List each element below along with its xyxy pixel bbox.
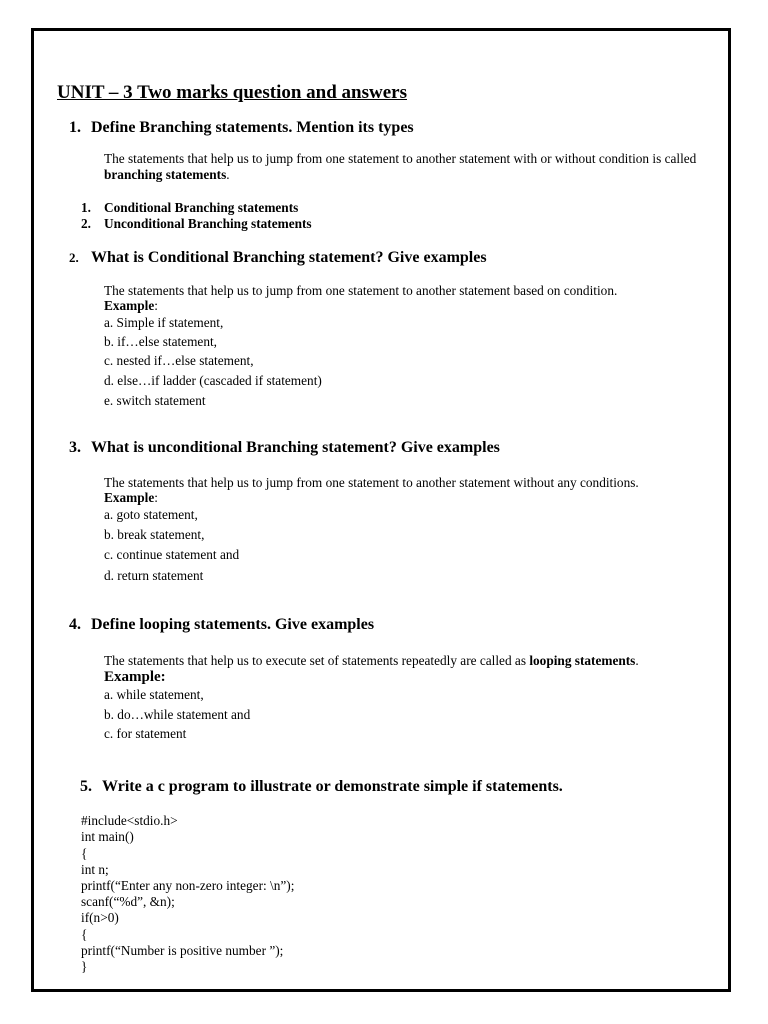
document-title: UNIT – 3 Two marks question and answers [57,82,407,103]
example-label-text: Example [104,298,155,313]
code-line: { [81,927,88,942]
list-number: 2. [81,216,91,231]
answer-bold-term: branching statements [104,167,227,182]
question-text: What is unconditional Branching statement? Give examples [91,439,500,456]
question-text: Define Branching statements. Mention its types [91,119,414,136]
question-4 [69,616,374,634]
example-item: b. break statement, [104,527,205,542]
question-1 [69,119,414,137]
code-line: } [81,959,88,974]
code-line: if(n>0) [81,910,119,925]
example-item: a. goto statement, [104,507,198,522]
answer-text: The statements that help us to execute set of statements repeatedly are called as [104,653,530,668]
code-line: { [81,846,88,861]
question-text: Define looping statements. Give examples [91,616,375,633]
code-line: int main() [81,829,134,844]
question-2 [69,249,487,267]
list-number: 1. [81,200,91,215]
answer-1 [104,151,729,183]
answer-text: The statements that help us to jump from one statement to another statement with or without condition is called [104,151,697,166]
code-line: printf(“Enter any non-zero integer: \n”); [81,878,295,893]
answer-text-end: . [226,167,230,182]
type-list-item-2 [81,216,312,232]
example-label-text: Example [104,490,155,505]
type-list-item-1 [81,200,298,216]
example-colon: : [154,490,158,505]
example-colon: : [154,298,158,313]
example-item: e. switch statement [104,393,206,408]
example-item: d. return statement [104,568,204,583]
list-text: Conditional Branching statements [104,200,299,215]
code-line: int n; [81,862,109,877]
question-number: 1. [69,119,81,136]
example-label: Example: [104,669,166,685]
question-number: 2. [69,250,79,265]
code-line: printf(“Number is positive number ”); [81,943,284,958]
example-item: b. if…else statement, [104,334,217,349]
answer-text-end: . [635,653,639,668]
answer-2: The statements that help us to jump from one statement to another statement based on condition. [104,283,618,298]
answer-bold-term: looping statements [529,653,636,668]
answer-4 [104,653,639,669]
example-item: c. nested if…else statement, [104,353,254,368]
question-text: What is Conditional Branching statement? Give examples [91,249,487,266]
example-item: c. continue statement and [104,547,240,562]
example-item: b. do…while statement and [104,707,251,722]
question-number: 3. [69,439,81,456]
question-5 [80,778,563,796]
example-item: a. Simple if statement, [104,315,224,330]
example-item: a. while statement, [104,687,204,702]
example-item: d. else…if ladder (cascaded if statement) [104,373,322,388]
question-number: 5. [80,778,92,795]
list-text: Unconditional Branching statements [104,216,312,231]
example-label [104,298,158,314]
code-line: #include<stdio.h> [81,813,178,828]
question-text: Write a c program to illustrate or demonstrate simple if statements. [102,778,563,795]
question-3 [69,439,500,457]
example-item: c. for statement [104,726,187,741]
example-label [104,490,158,506]
answer-3: The statements that help us to jump from one statement to another statement without any conditions. [104,475,639,490]
code-line: scanf(“%d”, &n); [81,894,175,909]
question-number: 4. [69,616,81,633]
